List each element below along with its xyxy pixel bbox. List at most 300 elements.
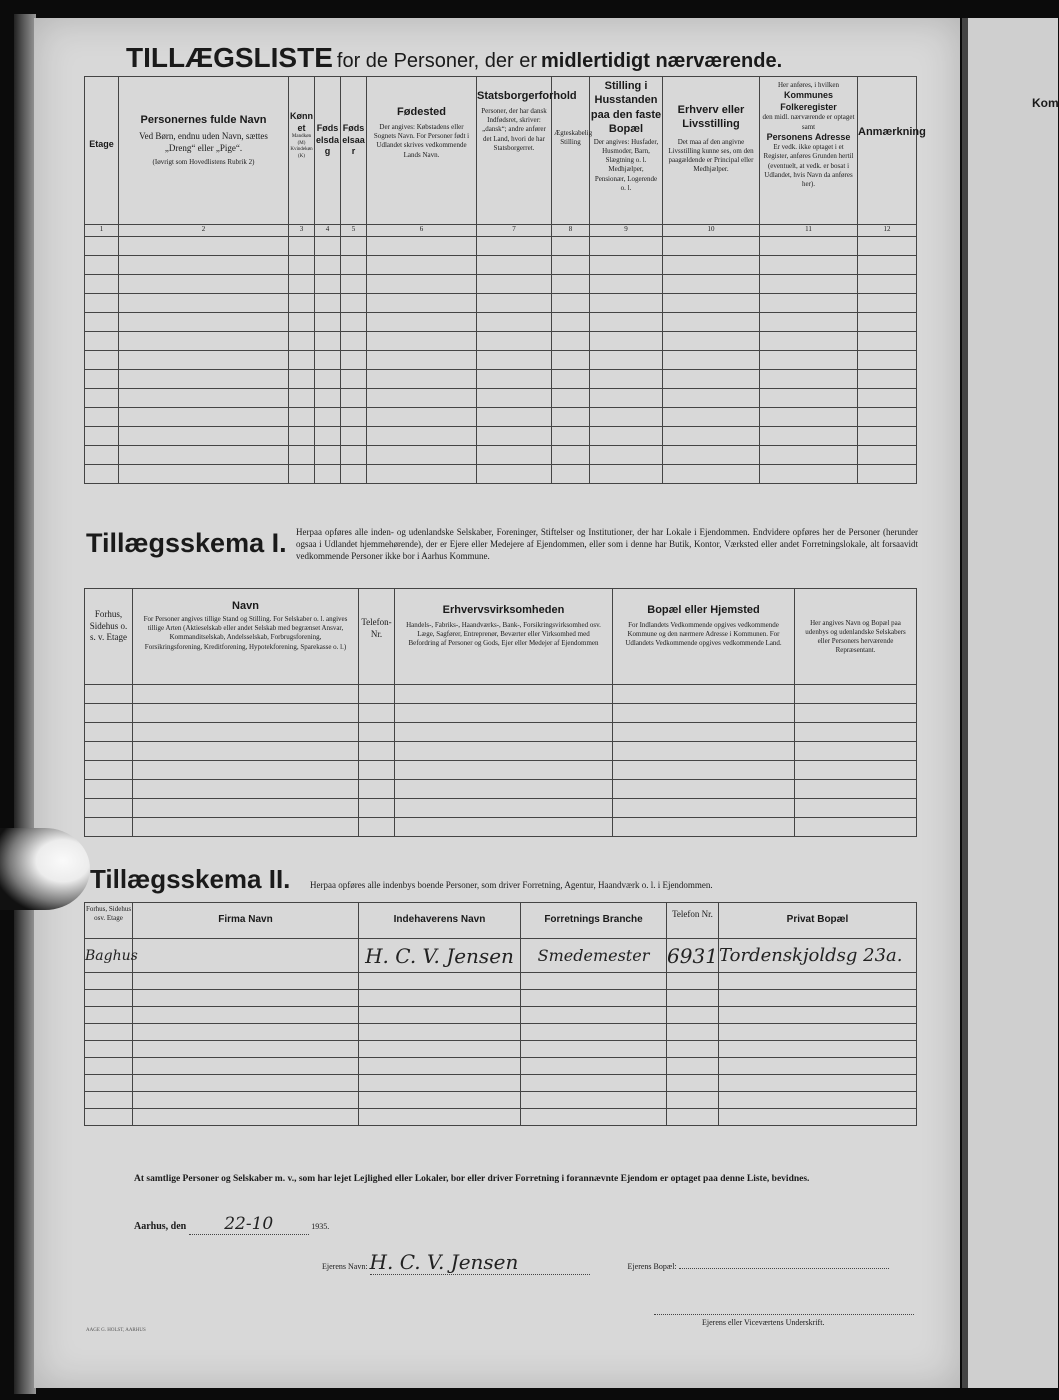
table-cell xyxy=(315,408,341,427)
table-cell xyxy=(359,799,395,818)
table-cell xyxy=(663,446,760,465)
signature-line xyxy=(654,1314,914,1315)
table-cell xyxy=(795,780,917,799)
table-row xyxy=(85,685,917,704)
table-cell xyxy=(663,427,760,446)
table-cell xyxy=(315,465,341,484)
table-cell xyxy=(315,427,341,446)
skema2-col-bopael: Privat Bopæl xyxy=(719,903,917,939)
table-cell xyxy=(477,332,552,351)
table-cell xyxy=(719,1058,917,1075)
table-cell xyxy=(119,313,289,332)
table-cell xyxy=(552,275,590,294)
table-cell xyxy=(552,389,590,408)
table-cell xyxy=(359,1007,521,1024)
table-cell xyxy=(477,446,552,465)
table-cell xyxy=(119,389,289,408)
table-cell xyxy=(359,761,395,780)
table-cell xyxy=(760,408,858,427)
table-cell xyxy=(359,780,395,799)
table-cell xyxy=(133,990,359,1007)
table-cell xyxy=(85,1041,133,1058)
list-header-row xyxy=(85,77,917,225)
table-cell xyxy=(85,389,119,408)
table-cell xyxy=(760,275,858,294)
table-cell xyxy=(858,256,917,275)
skema1-intro: Herpaa opføres alle inden- og udenlandske Selskaber, Foreninger, Stiftelser og Institutioner, der har Lokale i Ejendommen. Endvidere opføres her de Personer (herunder ogsaa i Udlandet hjemmehørende), der er Ejere eller Medejere af Ejendommen, eller som i denne har Butik, Kontor, Værksted eller andet Forretningslokale, alt forsaavidt vedkommende Personer ikke bor i Aarhus Kommune. xyxy=(296,527,918,562)
table-cell xyxy=(133,1041,359,1058)
table-cell xyxy=(521,1007,667,1024)
table-cell xyxy=(477,370,552,389)
table-cell xyxy=(119,294,289,313)
table-cell xyxy=(85,256,119,275)
footer-owner-line xyxy=(322,1250,889,1275)
table-row xyxy=(85,408,917,427)
table-cell xyxy=(795,704,917,723)
table-cell xyxy=(133,704,359,723)
table-cell xyxy=(663,294,760,313)
skema2-title: Tillægsskema II. xyxy=(90,864,291,894)
table-cell xyxy=(315,294,341,313)
col-etage: Etage xyxy=(85,77,119,225)
entry-bopael: Tordenskjoldsg 23a. xyxy=(719,945,903,966)
table-cell xyxy=(359,742,395,761)
table-cell xyxy=(552,427,590,446)
table-cell xyxy=(341,237,367,256)
table-cell xyxy=(341,408,367,427)
table-cell xyxy=(795,723,917,742)
table-row xyxy=(85,818,917,837)
table-cell xyxy=(477,389,552,408)
skema1-body xyxy=(85,685,917,837)
table-cell xyxy=(341,294,367,313)
table-cell xyxy=(667,990,719,1007)
table-cell xyxy=(521,1024,667,1041)
table-cell xyxy=(858,313,917,332)
skema2-table xyxy=(84,902,917,1126)
table-cell xyxy=(858,427,917,446)
table-row xyxy=(85,237,917,256)
table-cell xyxy=(341,465,367,484)
table-cell xyxy=(719,1075,917,1092)
table-cell xyxy=(315,313,341,332)
table-cell xyxy=(289,427,315,446)
table-cell xyxy=(133,742,359,761)
table-cell xyxy=(760,446,858,465)
table-cell xyxy=(289,256,315,275)
table-row xyxy=(85,1092,917,1109)
table-cell xyxy=(521,1041,667,1058)
col-foedested: Fødested Der angives: Købstadens eller Sognets Navn. For Personer født i Udlandet skrives vedkommende Lands Navn. xyxy=(367,77,477,225)
table-cell xyxy=(521,1092,667,1109)
table-row xyxy=(85,446,917,465)
table-cell xyxy=(667,1041,719,1058)
table-cell xyxy=(719,990,917,1007)
table-cell xyxy=(858,294,917,313)
table-cell xyxy=(359,1024,521,1041)
table-cell xyxy=(590,332,663,351)
table-cell xyxy=(85,704,133,723)
table-cell xyxy=(133,973,359,990)
col-statsborger: Statsborgerforhold Personer, der har dansk Indfødsret, skriver: „dansk“; andre anfører det Land, hvori de har Statsborgerret. xyxy=(477,77,552,225)
table-cell xyxy=(477,313,552,332)
table-cell xyxy=(719,1109,917,1126)
table-cell xyxy=(367,294,477,313)
table-cell xyxy=(667,1092,719,1109)
table-cell xyxy=(367,351,477,370)
table-cell xyxy=(359,1075,521,1092)
table-cell xyxy=(613,742,795,761)
printer-mark: AAGE G. HOLST, AARHUS xyxy=(86,1328,146,1333)
table-cell xyxy=(119,465,289,484)
table-cell xyxy=(590,237,663,256)
list-number-row: 1 2 3 4 5 6 7 8 9 10 11 12 xyxy=(85,225,917,237)
table-cell xyxy=(552,294,590,313)
table-cell xyxy=(315,351,341,370)
table-cell xyxy=(85,723,133,742)
table-cell xyxy=(85,294,119,313)
table-cell xyxy=(395,704,613,723)
table-cell xyxy=(719,1092,917,1109)
table-cell xyxy=(359,1109,521,1126)
col-foedselsaar: Fødselsaar xyxy=(341,77,367,225)
table-cell xyxy=(367,332,477,351)
entry-etage: Baghus xyxy=(85,947,138,964)
table-cell xyxy=(359,818,395,837)
table-cell xyxy=(552,332,590,351)
table-cell xyxy=(133,1109,359,1126)
skema1-col-navn: Navn For Personer angives tillige Stand og Stilling. For Selskaber o. l. angives tillige Arten (Aktieselskab eller andet Selskab med begrænset Ansvar, Kommanditselskab, Andelsselskab, Forbrugsforening, Forsikringsforening, Kreditforening, Hypotekforening, Sparekasse o. l.) xyxy=(133,589,359,685)
table-row xyxy=(85,1041,917,1058)
table-cell xyxy=(590,351,663,370)
facing-page xyxy=(962,18,1058,1388)
skema2-col-etage: Forhus, Sidehus osv. Etage xyxy=(85,903,133,939)
table-cell xyxy=(613,704,795,723)
table-cell xyxy=(663,408,760,427)
table-cell xyxy=(795,818,917,837)
table-row xyxy=(85,275,917,294)
table-row xyxy=(85,1058,917,1075)
table-cell xyxy=(552,237,590,256)
col-foedselsdag: Fødselsdag xyxy=(315,77,341,225)
table-cell xyxy=(663,370,760,389)
table-cell xyxy=(667,1075,719,1092)
table-cell xyxy=(133,818,359,837)
table-cell xyxy=(85,237,119,256)
table-cell xyxy=(521,1075,667,1092)
table-cell xyxy=(760,294,858,313)
table-cell xyxy=(613,799,795,818)
table-row xyxy=(85,332,917,351)
footer-date: 22-10 xyxy=(189,1214,309,1235)
table-cell xyxy=(521,973,667,990)
table-cell xyxy=(663,237,760,256)
table-cell xyxy=(590,389,663,408)
skema1-title: Tillægsskema I. xyxy=(86,528,287,558)
table-cell xyxy=(590,370,663,389)
table-cell xyxy=(85,427,119,446)
skema1-col-telefon: Telefon-Nr. xyxy=(359,589,395,685)
table-cell xyxy=(289,465,315,484)
table-cell xyxy=(289,313,315,332)
table-cell xyxy=(85,446,119,465)
table-row xyxy=(85,742,917,761)
footer-place: Aarhus, den xyxy=(134,1221,187,1232)
table-cell xyxy=(85,799,133,818)
book-binding xyxy=(14,14,36,1394)
facing-page-text: Kom xyxy=(1032,96,1059,110)
table-cell xyxy=(359,1092,521,1109)
skema2-header-row xyxy=(85,903,917,939)
table-cell xyxy=(341,275,367,294)
entry-telefon: 6931 xyxy=(667,943,718,968)
col-navn: Personernes fulde Navn Ved Børn, endnu uden Navn, sættes „Dreng“ eller „Pige“. (Iøvrigt som Hovedlistens Rubrik 2) xyxy=(119,77,289,225)
table-cell xyxy=(760,256,858,275)
table-cell xyxy=(359,1058,521,1075)
table-cell xyxy=(85,1075,133,1092)
table-cell xyxy=(667,1007,719,1024)
table-cell xyxy=(521,1058,667,1075)
table-cell xyxy=(663,351,760,370)
table-cell xyxy=(315,370,341,389)
table-cell xyxy=(663,389,760,408)
table-cell xyxy=(289,370,315,389)
table-cell xyxy=(477,427,552,446)
table-cell xyxy=(858,446,917,465)
table-cell xyxy=(289,408,315,427)
table-row xyxy=(85,761,917,780)
table-cell xyxy=(341,313,367,332)
table-row xyxy=(85,427,917,446)
page-edge xyxy=(962,18,968,1388)
table-cell xyxy=(341,351,367,370)
table-cell xyxy=(85,275,119,294)
table-cell xyxy=(613,761,795,780)
table-cell xyxy=(85,332,119,351)
table-cell xyxy=(85,1007,133,1024)
table-cell xyxy=(289,351,315,370)
table-cell xyxy=(760,389,858,408)
skema2-entry-row xyxy=(85,939,917,973)
table-cell xyxy=(858,351,917,370)
table-cell xyxy=(663,313,760,332)
skema2-col-telefon: Telefon Nr. xyxy=(667,903,719,939)
table-cell xyxy=(395,723,613,742)
table-cell xyxy=(85,1092,133,1109)
table-cell xyxy=(590,465,663,484)
table-cell xyxy=(133,799,359,818)
table-cell xyxy=(590,408,663,427)
table-cell xyxy=(590,446,663,465)
table-cell xyxy=(315,332,341,351)
table-row xyxy=(85,1007,917,1024)
table-cell xyxy=(552,313,590,332)
footer-date-line xyxy=(134,1214,329,1235)
table-cell xyxy=(760,351,858,370)
table-cell xyxy=(119,446,289,465)
list-title-part1: for de Personer, der er xyxy=(336,50,537,72)
table-cell xyxy=(133,1075,359,1092)
table-cell xyxy=(613,685,795,704)
table-cell xyxy=(552,408,590,427)
table-cell xyxy=(85,761,133,780)
thumb xyxy=(0,828,90,910)
table-cell xyxy=(289,275,315,294)
table-cell xyxy=(858,465,917,484)
table-row xyxy=(85,704,917,723)
table-cell xyxy=(477,237,552,256)
table-row xyxy=(85,973,917,990)
owner-addr-label: Ejerens Bopæl: xyxy=(627,1262,677,1271)
table-row xyxy=(85,313,917,332)
list-body xyxy=(85,237,917,484)
table-cell xyxy=(341,389,367,408)
list-title-bold: TILLÆGSLISTE xyxy=(126,42,333,73)
table-cell xyxy=(613,780,795,799)
col-aegteskab: Ægteskabelig Stilling xyxy=(552,77,590,225)
table-cell xyxy=(85,408,119,427)
table-cell xyxy=(85,818,133,837)
skema1-header-row xyxy=(85,589,917,685)
footer-year: 1935. xyxy=(311,1222,330,1231)
table-cell xyxy=(795,685,917,704)
table-row xyxy=(85,990,917,1007)
table-cell xyxy=(477,256,552,275)
tillaegsliste-table xyxy=(84,76,926,484)
table-cell xyxy=(85,1024,133,1041)
table-cell xyxy=(795,761,917,780)
skema2-col-firma: Firma Navn xyxy=(133,903,359,939)
table-cell xyxy=(367,256,477,275)
table-cell xyxy=(663,256,760,275)
table-cell xyxy=(858,332,917,351)
table-cell xyxy=(395,780,613,799)
table-cell xyxy=(477,465,552,484)
table-row xyxy=(85,723,917,742)
skema2-body xyxy=(85,973,917,1126)
table-cell xyxy=(613,818,795,837)
table-cell xyxy=(667,973,719,990)
col-folkeregister: Her anføres, i hvilken Kommunes Folkeregister den midl. nærværende er optaget samt Personens Adresse Er vedk. ikke optaget i et Register, anføres Grunden hertil (eventuelt, at vedk. er bosat i Udlandet, hvis Navn da anføres her). xyxy=(760,77,858,225)
table-cell xyxy=(858,237,917,256)
table-cell xyxy=(133,685,359,704)
table-row xyxy=(85,799,917,818)
table-cell xyxy=(367,313,477,332)
table-cell xyxy=(663,275,760,294)
table-row xyxy=(85,389,917,408)
skema2-col-branche: Forretnings Branche xyxy=(521,903,667,939)
owner-label: Ejerens Navn: xyxy=(322,1262,368,1271)
table-cell xyxy=(133,1007,359,1024)
skema2-col-indehaver: Indehaverens Navn xyxy=(359,903,521,939)
table-cell xyxy=(119,408,289,427)
skema1-col-repraesentant: Her angives Navn og Bopæl paa udenbys og udenlandske Selskabers eller Personers herværende Repræsentant. xyxy=(795,589,917,685)
table-cell xyxy=(613,723,795,742)
table-cell xyxy=(395,742,613,761)
skema1-table xyxy=(84,588,917,837)
table-cell xyxy=(667,1058,719,1075)
table-cell xyxy=(760,332,858,351)
table-cell xyxy=(590,294,663,313)
table-cell xyxy=(590,427,663,446)
table-cell xyxy=(85,465,119,484)
table-cell xyxy=(395,799,613,818)
table-cell xyxy=(367,427,477,446)
table-cell xyxy=(858,408,917,427)
table-cell xyxy=(289,294,315,313)
table-cell xyxy=(590,313,663,332)
table-cell xyxy=(359,723,395,742)
col-anmaerkning: Anmærkning xyxy=(858,77,917,225)
table-cell xyxy=(119,351,289,370)
table-row xyxy=(85,351,917,370)
table-cell xyxy=(133,1058,359,1075)
table-cell xyxy=(133,780,359,799)
table-cell xyxy=(719,1007,917,1024)
entry-branche: Smedemester xyxy=(537,945,650,965)
table-cell xyxy=(85,742,133,761)
table-cell xyxy=(858,370,917,389)
table-cell xyxy=(315,237,341,256)
table-row xyxy=(85,1024,917,1041)
table-cell xyxy=(133,723,359,742)
table-row xyxy=(85,1075,917,1092)
table-cell xyxy=(552,256,590,275)
table-cell xyxy=(760,427,858,446)
table-cell xyxy=(359,973,521,990)
table-cell xyxy=(119,275,289,294)
skema1-col-etage: Forhus, Sidehus o. s. v. Etage xyxy=(85,589,133,685)
table-cell xyxy=(552,465,590,484)
table-cell xyxy=(341,256,367,275)
table-cell xyxy=(359,990,521,1007)
table-cell xyxy=(719,1024,917,1041)
table-cell xyxy=(85,370,119,389)
table-cell xyxy=(477,294,552,313)
table-cell xyxy=(119,332,289,351)
table-row xyxy=(85,370,917,389)
table-cell xyxy=(663,465,760,484)
table-cell xyxy=(85,973,133,990)
table-cell xyxy=(289,446,315,465)
table-cell xyxy=(719,1041,917,1058)
table-cell xyxy=(315,446,341,465)
col-stilling: Stilling i Husstanden paa den faste Bopæl Der angives: Husfader, Husmoder, Barn, Slægtning o. l. Medhjælper, Pensionær, Logerende o. l. xyxy=(590,77,663,225)
table-cell xyxy=(85,990,133,1007)
table-cell xyxy=(760,313,858,332)
table-cell xyxy=(395,685,613,704)
table-cell xyxy=(858,389,917,408)
table-cell xyxy=(341,332,367,351)
table-cell xyxy=(395,818,613,837)
table-cell xyxy=(477,275,552,294)
skema1-col-bopael: Bopæl eller Hjemsted For Indlandets Vedkommende opgives vedkommende Kommune og den nærmere Adresse i Kommunen. For Udlandets Vedkommende opgives vedkommende Land. xyxy=(613,589,795,685)
table-row xyxy=(85,780,917,799)
table-cell xyxy=(289,389,315,408)
table-cell xyxy=(359,685,395,704)
list-title-part2: midlertidigt nærværende. xyxy=(541,50,783,72)
form-page xyxy=(34,18,960,1388)
table-cell xyxy=(367,389,477,408)
table-cell xyxy=(341,370,367,389)
table-cell xyxy=(367,465,477,484)
entry-indehaver: H. C. V. Jensen xyxy=(365,943,514,968)
table-cell xyxy=(367,408,477,427)
table-cell xyxy=(395,761,613,780)
table-row xyxy=(85,1109,917,1126)
table-cell xyxy=(85,1058,133,1075)
table-row xyxy=(85,256,917,275)
